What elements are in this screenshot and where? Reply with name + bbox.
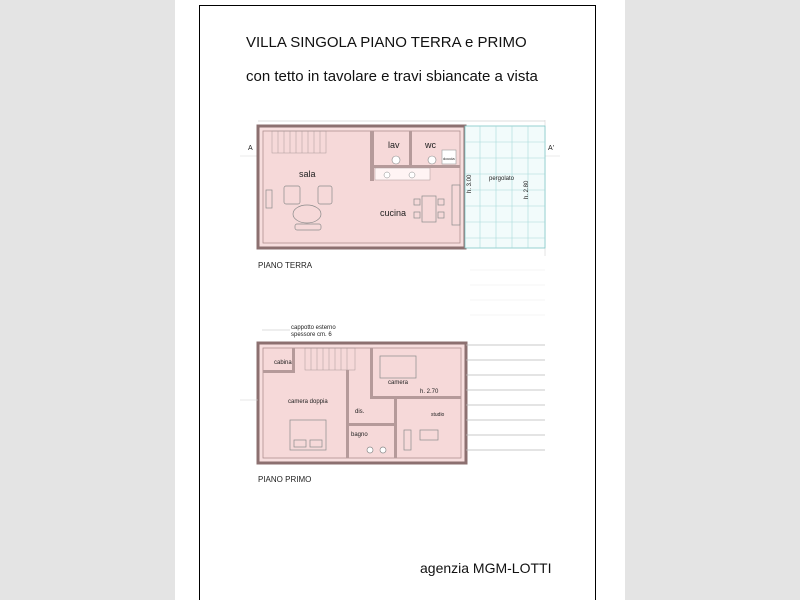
room-label-wc: wc xyxy=(425,140,436,150)
ground-floor-plan xyxy=(240,120,560,315)
first-floor-label: PIANO PRIMO xyxy=(258,475,312,484)
room-label-lav: lav xyxy=(388,140,400,150)
room-label-doccia: doccia xyxy=(443,156,455,161)
title-line-1: VILLA SINGOLA PIANO TERRA e PRIMO xyxy=(246,34,527,51)
room-label-camera: camera xyxy=(388,380,409,386)
title-line-2: con tetto in tavolare e travi sbiancate a vista xyxy=(246,68,538,85)
room-label-studio: studio xyxy=(431,412,445,418)
room-label-bagno: bagno xyxy=(351,432,368,438)
balcony-railing xyxy=(466,345,545,450)
section-label-a-prime: A' xyxy=(548,145,555,152)
room-label-pergolato: pergolato xyxy=(489,176,515,182)
agency-name: agenzia MGM-LOTTI xyxy=(420,560,552,576)
note-line-2: spessore cm. 6 xyxy=(291,332,332,338)
height-label-house: h. 3.00 xyxy=(467,174,473,193)
room-label-cucina: cucina xyxy=(380,208,407,218)
room-label-sala: sala xyxy=(299,169,316,179)
room-label-camera-doppia: camera doppia xyxy=(288,399,328,405)
section-label-a: A xyxy=(248,145,253,152)
room-label-dis: dis. xyxy=(355,409,365,415)
height-label-pergola: h. 2.80 xyxy=(524,180,530,199)
height-label-first: h. 2.70 xyxy=(420,389,439,395)
first-floor-plan xyxy=(240,325,545,484)
ground-floor-label: PIANO TERRA xyxy=(258,261,313,270)
note-line-1: cappotto esterno xyxy=(291,325,336,331)
room-label-cabina: cabina xyxy=(274,360,292,366)
